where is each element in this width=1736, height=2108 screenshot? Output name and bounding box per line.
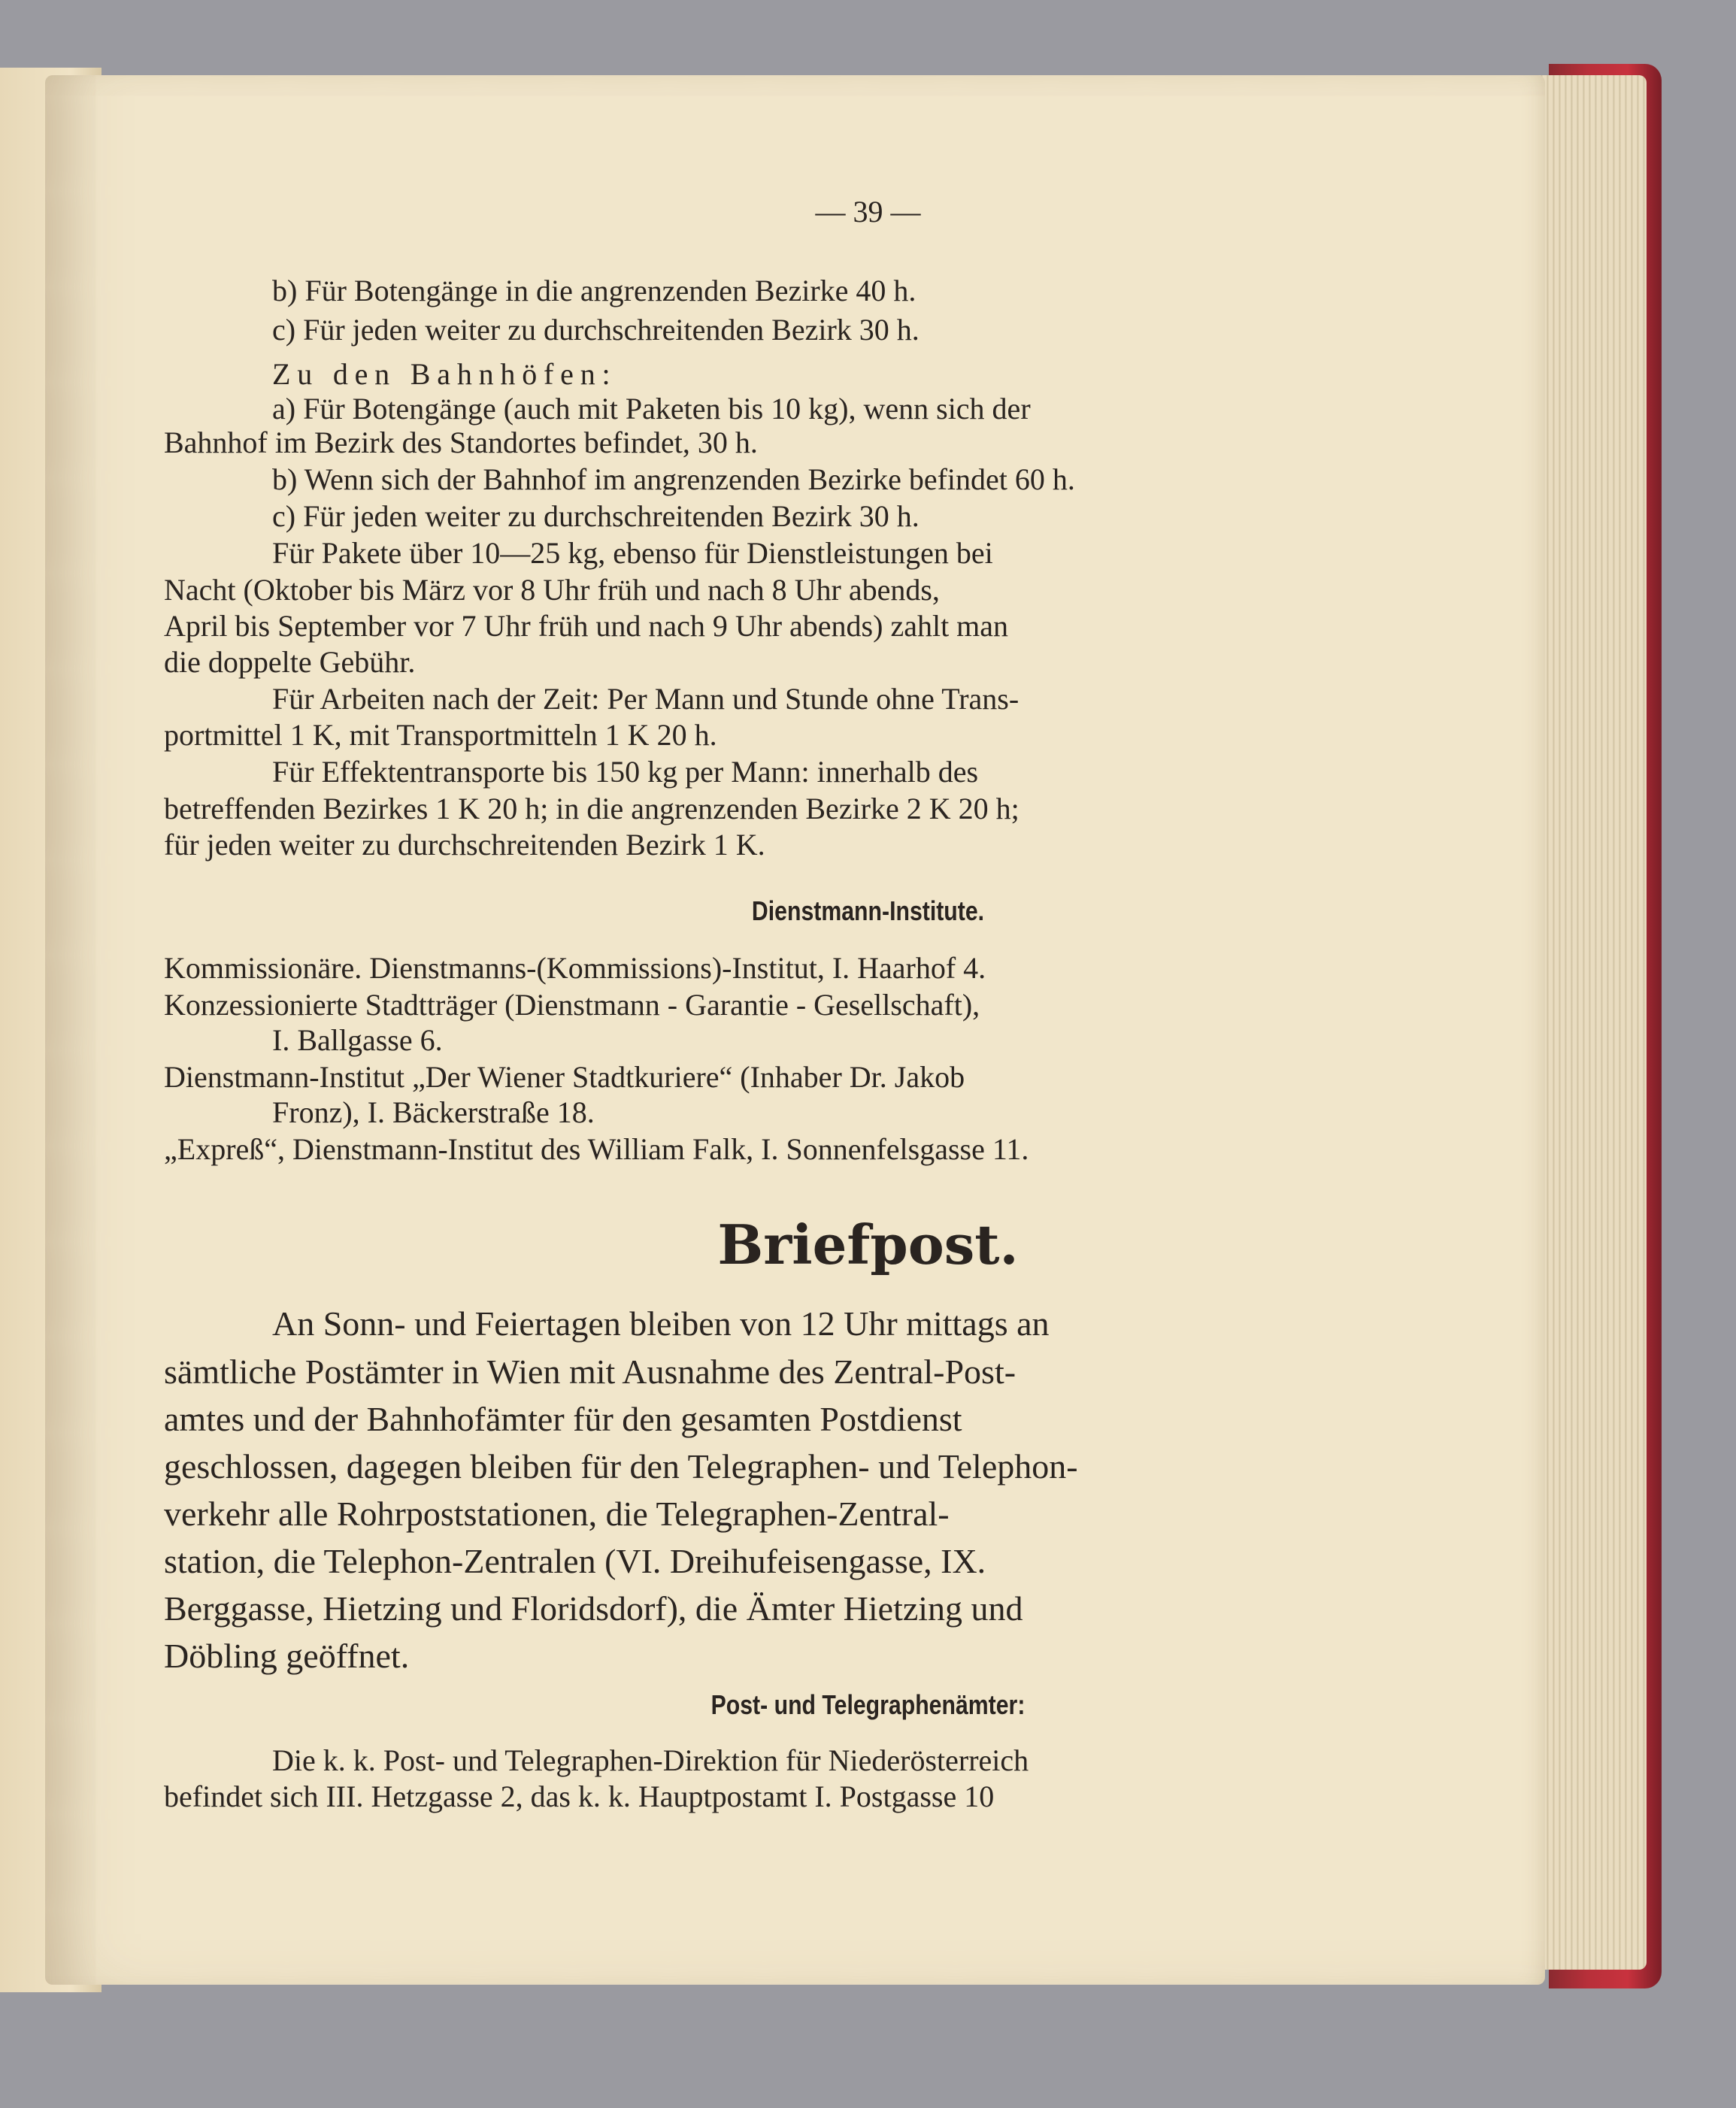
text-line: Nacht (Oktober bis März vor 8 Uhr früh und nach 8 Uhr abends, [164, 573, 940, 607]
page-number: — 39 — [815, 195, 921, 229]
text-line: Für Effektentransporte bis 150 kg per Mann: innerhalb des [272, 755, 979, 789]
text-line: Für Pakete über 10—25 kg, ebenso für Dienstleistungen bei [272, 536, 993, 570]
text-line: Fronz), I. Bäckerstraße 18. [272, 1095, 595, 1129]
text-line: Bahnhof im Bezirk des Standortes befindet, 30 h. [164, 426, 758, 459]
text-line: Konzessionierte Stadtträger (Dienstmann - Garantie - Gesellschaft), [164, 988, 980, 1022]
text-line: befindet sich III. Hetzgasse 2, das k. k. Hauptpostamt I. Postgasse 10 [164, 1779, 995, 1813]
text-line: Döbling geöffnet. [164, 1637, 410, 1675]
text-line: Zu den Bahnhöfen: [272, 357, 617, 391]
text-line: die doppelte Gebühr. [164, 645, 416, 679]
text-line: Kommissionäre. Dienstmanns-(Kommissions)-Institut, I. Haarhof 4. [164, 951, 986, 985]
text-line: geschlossen, dagegen bleiben für den Telegraphen- und Telephon- [164, 1447, 1078, 1486]
text-line: a) Für Botengänge (auch mit Paketen bis 10 kg), wenn sich der [272, 392, 1031, 426]
chapter-heading: Briefpost. [717, 1213, 1019, 1277]
text-line: I. Ballgasse 6. [272, 1023, 443, 1057]
text-line: c) Für jeden weiter zu durchschreitenden Bezirk 30 h. [272, 313, 920, 347]
text-line: Die k. k. Post- und Telegraphen-Direktion für Niederösterreich [272, 1743, 1029, 1777]
text-line: betreffenden Bezirkes 1 K 20 h; in die angrenzenden Bezirke 2 K 20 h; [164, 792, 1019, 825]
text-line: b) Wenn sich der Bahnhof im angrenzenden Bezirke befindet 60 h. [272, 462, 1075, 496]
text-line: c) Für jeden weiter zu durchschreitenden Bezirk 30 h. [272, 499, 920, 533]
text-line: verkehr alle Rohrpoststationen, die Telegraphen-Zentral- [164, 1495, 950, 1533]
text-line: amtes und der Bahnhofämter für den gesamten Postdienst [164, 1400, 962, 1438]
text-line: Für Arbeiten nach der Zeit: Per Mann und Stunde ohne Trans- [272, 682, 1019, 716]
text-line: für jeden weiter zu durchschreitenden Bezirk 1 K. [164, 828, 765, 862]
text-line: Dienstmann-Institut „Der Wiener Stadtkuriere“ (Inhaber Dr. Jakob [164, 1060, 965, 1094]
section-heading: Post- und Telegraphenämter: [710, 1689, 1026, 1720]
text-line: April bis September vor 7 Uhr früh und nach 9 Uhr abends) zahlt man [164, 609, 1009, 643]
text-line: station, die Telephon-Zentralen (VI. Dreihufeisengasse, IX. [164, 1542, 986, 1580]
text-line: sämtliche Postämter in Wien mit Ausnahme des Zentral-Post- [164, 1352, 1016, 1391]
text-line: b) Für Botengänge in die angrenzenden Bezirke 40 h. [272, 274, 916, 307]
text-line: portmittel 1 K, mit Transportmitteln 1 K 20 h. [164, 718, 717, 752]
text-line: An Sonn- und Feiertagen bleiben von 12 Uhr mittags an [272, 1304, 1050, 1343]
section-heading: Dienstmann-Institute. [751, 895, 985, 926]
text-line: „Expreß“, Dienstmann-Institut des William Falk, I. Sonnenfelsgasse 11. [164, 1132, 1029, 1166]
text-line: Berggasse, Hietzing und Floridsdorf), die Ämter Hietzing und [164, 1589, 1023, 1628]
